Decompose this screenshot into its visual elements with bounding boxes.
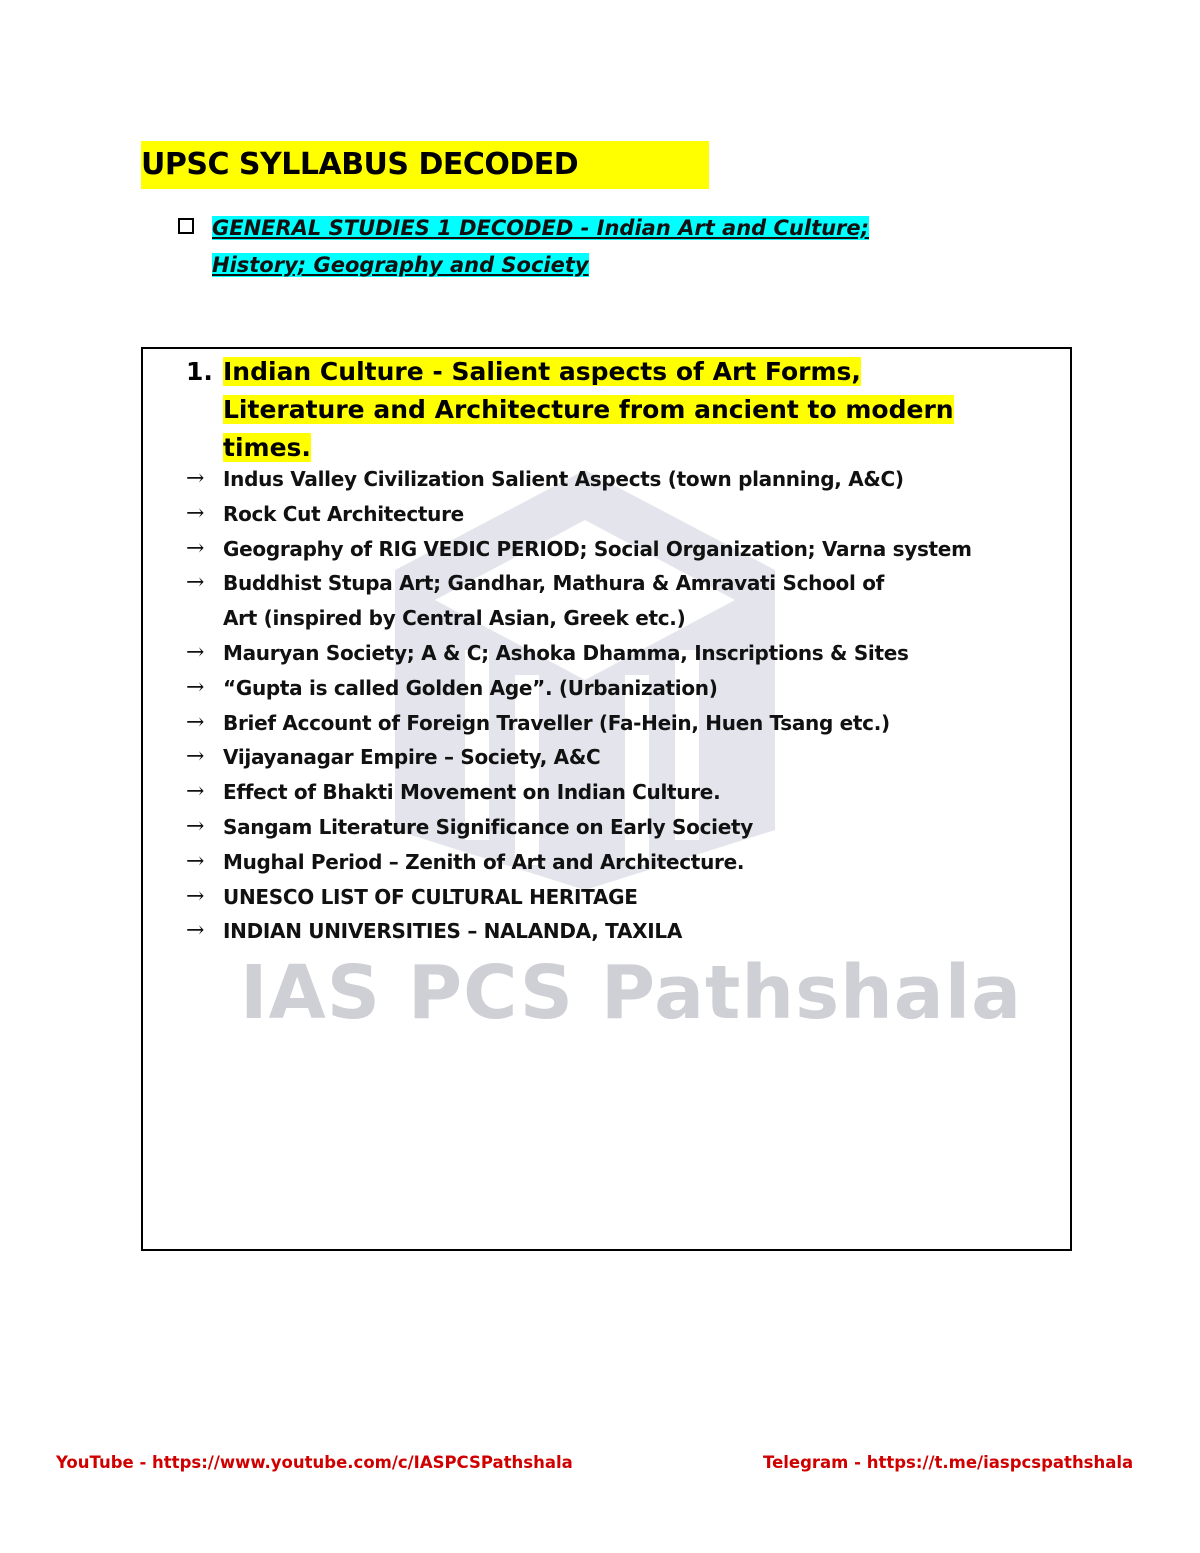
- arrow-icon: →: [186, 500, 205, 526]
- arrow-icon: →: [186, 848, 205, 874]
- arrow-icon: →: [186, 466, 205, 491]
- checkbox-bullet-icon: [178, 218, 194, 234]
- list-item: → INDIAN UNIVERSITIES – NALANDA, TAXILA: [186, 914, 1046, 949]
- telegram-link[interactable]: Telegram - https://t.me/iaspcspathshala: [763, 1453, 1134, 1472]
- arrow-icon: →: [186, 639, 205, 665]
- list-item: → Effect of Bhakti Movement on Indian Culture.: [186, 775, 1046, 810]
- gs-heading: GENERAL STUDIES 1 DECODED - Indian Art and Culture; History; Geography and Society: [212, 216, 870, 277]
- list-item: → Sangam Literature Significance on Early Society: [186, 810, 1046, 845]
- arrow-icon: →: [186, 709, 205, 735]
- section-heading-text: Indian Culture - Salient aspects of Art Forms, Literature and Architecture from ancient to modern times.: [223, 357, 954, 462]
- list-item: → Brief Account of Foreign Traveller (Fa-Hein, Huen Tsang etc.): [186, 706, 1046, 741]
- list-item: → “Gupta is called Golden Age”. (Urbanization): [186, 671, 1046, 706]
- list-item: → Indus Valley Civilization Salient Aspects (town planning, A&C): [186, 462, 1046, 497]
- list-item: → Geography of RIG VEDIC PERIOD; Social Organization; Varna system: [186, 532, 1046, 567]
- arrow-icon: →: [186, 744, 205, 770]
- watermark-text: IAS PCS Pathshala: [240, 950, 1023, 1036]
- page-title: UPSC SYLLABUS DECODED: [141, 141, 709, 189]
- topic-list: [186, 462, 1046, 949]
- section-heading: [186, 353, 1006, 467]
- arrow-icon: →: [186, 883, 205, 909]
- arrow-icon: →: [186, 674, 205, 700]
- youtube-link[interactable]: YouTube - https://www.youtube.com/c/IASPCSPathshala: [56, 1453, 573, 1472]
- list-item: → Mughal Period – Zenith of Art and Architecture.: [186, 845, 1046, 880]
- arrow-icon: →: [186, 918, 205, 944]
- section-number: 1.: [186, 357, 213, 386]
- arrow-icon: →: [186, 779, 205, 805]
- list-item: → Rock Cut Architecture: [186, 497, 1046, 532]
- list-item: → Vijayanagar Empire – Society, A&C: [186, 740, 1046, 775]
- list-item: → UNESCO LIST OF CULTURAL HERITAGE: [186, 880, 1046, 915]
- arrow-icon: →: [186, 813, 205, 839]
- arrow-icon: →: [186, 570, 205, 596]
- arrow-icon: →: [186, 535, 205, 561]
- list-item: → Buddhist Stupa Art; Gandhar, Mathura & Amravati School of Art (inspired by Central Asian, Greek etc.): [186, 566, 1046, 636]
- list-item: → Mauryan Society; A & C; Ashoka Dhamma, Inscriptions & Sites: [186, 636, 1046, 671]
